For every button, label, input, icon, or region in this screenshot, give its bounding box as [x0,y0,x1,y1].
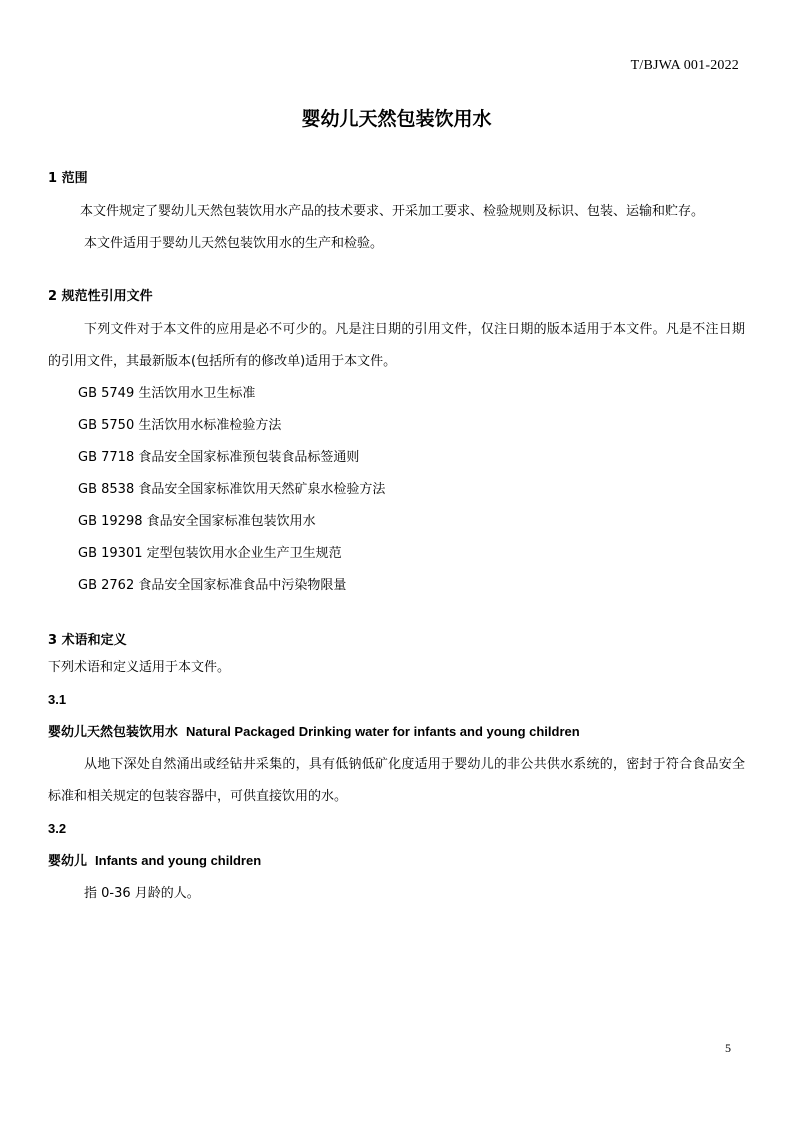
term-english: Infants and young children [95,853,262,868]
references-intro: 下列文件对于本文件的应用是必不可少的。凡是注日期的引用文件，仅注日期的版本适用于本文件。凡是不注日期的引用文件，其最新版本(包括所有的修改单)适用于本文件。 [48,322,745,369]
terms-intro: 下列术语和定义适用于本文件。 [48,660,231,675]
reference-item: GB 5750 生活饮用水标准检验方法 [78,418,282,433]
section-heading-references: 2 规范性引用文件 [48,289,153,304]
section-heading-scope: 1 范围 [48,171,88,186]
reference-item: GB 5749 生活饮用水卫生标准 [78,386,256,401]
term-definition: 指 0-36 月龄的人。 [84,886,200,901]
term-heading [48,845,745,878]
scope-paragraph: 本文件适用于婴幼儿天然包装饮用水的生产和检验。 [84,236,384,251]
term-number: 3.1 [48,692,67,707]
reference-item: GB 19301 定型包装饮用水企业生产卫生规范 [78,546,342,561]
scope-paragraph: 本文件规定了婴幼儿天然包装饮用水产品的技术要求、开采加工要求、检验规则及标识、包装、运输和贮存。 [80,204,705,219]
reference-item: GB 7718 食品安全国家标准预包装食品标签通则 [78,450,360,465]
term-number: 3.2 [48,821,67,836]
document-title: 婴幼儿天然包装饮用水 [301,108,492,130]
term-heading [48,716,745,749]
standard-code: T/BJWA 001-2022 [630,58,739,73]
term-chinese: 婴幼儿 [48,854,88,869]
reference-item: GB 19298 食品安全国家标准包装饮用水 [78,514,316,529]
section-heading-terms: 3 术语和定义 [48,633,127,648]
document-body [48,168,745,910]
term-chinese: 婴幼儿天然包装饮用水 [48,725,179,740]
term-definition: 从地下深处自然涌出或经钻井采集的，具有低钠低矿化度适用于婴幼儿的非公共供水系统的，密封于符合食品安全标准和相关规定的包装容器中，可供直接饮用的水。 [48,757,745,804]
reference-item: GB 8538 食品安全国家标准饮用天然矿泉水检验方法 [78,482,386,497]
reference-item: GB 2762 食品安全国家标准食品中污染物限量 [78,578,347,593]
page-number: 5 [725,1041,731,1055]
term-english: Natural Packaged Drinking water for infants and young children [186,724,580,739]
